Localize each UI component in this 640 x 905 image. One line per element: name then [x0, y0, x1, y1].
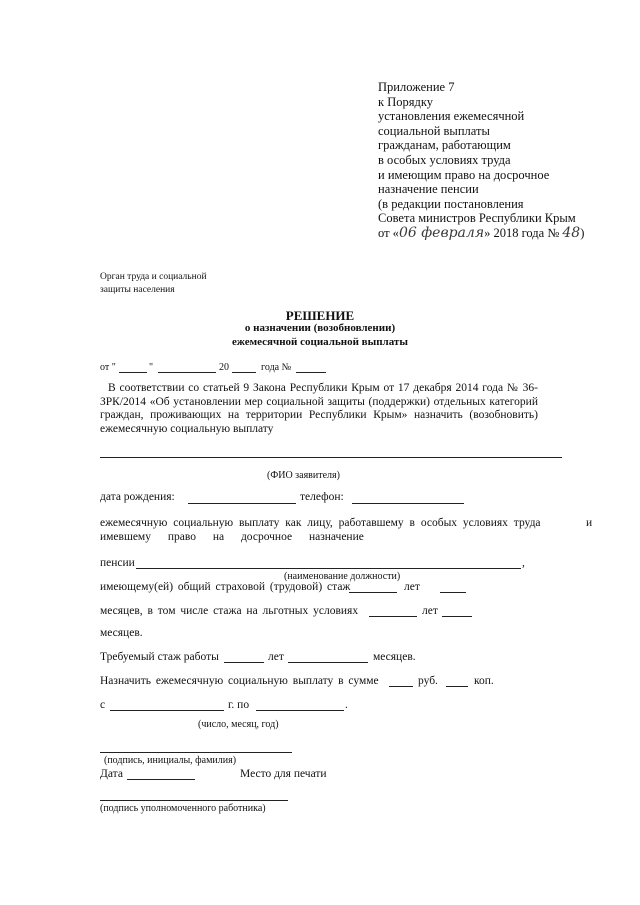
annex-line: установления ежемесячной — [378, 109, 525, 124]
i-char: и — [586, 517, 593, 529]
date-hint: (число, месяц, год) — [198, 719, 279, 730]
annex-line: и имеющим право на досрочное — [378, 167, 550, 182]
monthly-text: ежемесячную социальную выплату как лицу, работавшему в особых условиях труда — [100, 517, 541, 529]
preferential-years-label: лет — [422, 605, 438, 617]
legal-paragraph — [100, 382, 538, 436]
date-god-no: года № — [261, 362, 292, 373]
insurance-years-field[interactable] — [349, 592, 397, 593]
handwritten-date: 06 февраля — [398, 224, 485, 241]
org-block — [100, 271, 207, 297]
fio-field[interactable] — [100, 457, 562, 458]
annex-line: Приложение 7 — [378, 80, 455, 94]
date-field[interactable] — [127, 779, 195, 780]
position-field[interactable] — [136, 568, 521, 569]
assign-text: Назначить ежемесячную социальную выплату в сумме — [100, 675, 379, 687]
insurance-years-label: лет — [404, 581, 420, 593]
birth-label: дата рождения: — [100, 491, 175, 503]
comma: , — [522, 557, 525, 569]
annex-line: в особых условиях труда — [378, 152, 511, 167]
kop-label: коп. — [474, 675, 494, 687]
signature-applicant-field[interactable] — [100, 752, 292, 753]
date-day-field[interactable] — [119, 372, 147, 373]
position-label: (наименование должности) — [284, 571, 401, 582]
decision-title: РЕШЕНИЕ — [285, 308, 355, 323]
period-from-field[interactable] — [110, 710, 224, 711]
signature-officer-field[interactable] — [100, 800, 288, 801]
date-label: Дата — [100, 768, 123, 780]
date-quote: " — [149, 362, 154, 373]
annex-line: к Порядку — [378, 94, 433, 109]
close-paren: ) — [580, 225, 585, 240]
amount-kop-field[interactable] — [446, 686, 468, 687]
fio-label: (ФИО заявителя) — [267, 470, 340, 481]
annex-date-line — [378, 226, 584, 241]
phone-label: телефон: — [300, 491, 344, 503]
period-from-label: с — [100, 699, 106, 711]
rub-label: руб. — [418, 675, 438, 687]
date-ot: от " — [100, 362, 116, 373]
preferential-years-field[interactable] — [369, 616, 417, 617]
annex-year: » 2018 года № — [484, 225, 560, 240]
required-years-label: лет — [268, 651, 284, 663]
org-line-2: защиты населения — [100, 285, 175, 295]
annex-line: назначение пенсии — [378, 182, 479, 197]
stamp-label: Место для печати — [240, 768, 327, 780]
insurance-text: имеющему(ей) общий страховой (трудовой) стаж — [100, 581, 351, 593]
decision-number-field[interactable] — [296, 372, 326, 373]
annex-line: социальной выплаты — [378, 123, 490, 138]
phone-field[interactable] — [352, 503, 464, 504]
annex-line: (в редакции постановления — [378, 196, 524, 211]
amount-rub-field[interactable] — [389, 686, 413, 687]
annex-line: Совета министров Республики Крым — [378, 211, 576, 226]
decision-subtitle-2: ежемесячной социальной выплаты — [232, 336, 408, 348]
date-month-field[interactable] — [158, 372, 216, 373]
signature-officer-label: (подпись уполномоченного работника) — [100, 803, 266, 814]
legal-paragraph-text: В соответствии со статьей 9 Закона Республики Крым от 17 декабря 2014 года № 36-ЗРК/2014 «Об установлении мер социальной защиты (поддержки) отдельных категорий граждан, проживающих на территории Республики Крым» назначить (возобновить) ежемесячную социальную выплату — [100, 382, 538, 435]
preferential-text: месяцев, в том числе стажа на льготных условиях — [100, 605, 359, 617]
date-year-field[interactable] — [232, 372, 256, 373]
required-years-field[interactable] — [224, 662, 264, 663]
period-to-field[interactable] — [256, 710, 344, 711]
annex-block — [378, 80, 584, 241]
signature-applicant-label: (подпись, инициалы, фамилия) — [104, 755, 237, 766]
date-20: 20 — [219, 362, 229, 373]
having-text: имевшему право на досрочное назначение — [100, 531, 364, 543]
required-months-label: месяцев. — [373, 651, 416, 663]
org-line-1: Орган труда и социальной — [100, 272, 207, 282]
birth-date-field[interactable] — [188, 503, 296, 504]
period-to-label: г. по — [228, 699, 250, 711]
required-months-field[interactable] — [288, 662, 368, 663]
required-label: Требуемый стаж работы — [100, 651, 219, 663]
annex-date-prefix: от « — [378, 225, 399, 240]
handwritten-number: 48 — [562, 224, 581, 241]
months-end: месяцев. — [100, 627, 143, 639]
insurance-months-field[interactable] — [440, 592, 466, 593]
preferential-months-field[interactable] — [442, 616, 472, 617]
decision-subtitle-1: о назначении (возобновлении) — [244, 322, 396, 334]
pension-label: пенсии — [100, 557, 135, 569]
period-dot: . — [345, 699, 348, 711]
annex-line: гражданам, работающим — [378, 138, 511, 153]
